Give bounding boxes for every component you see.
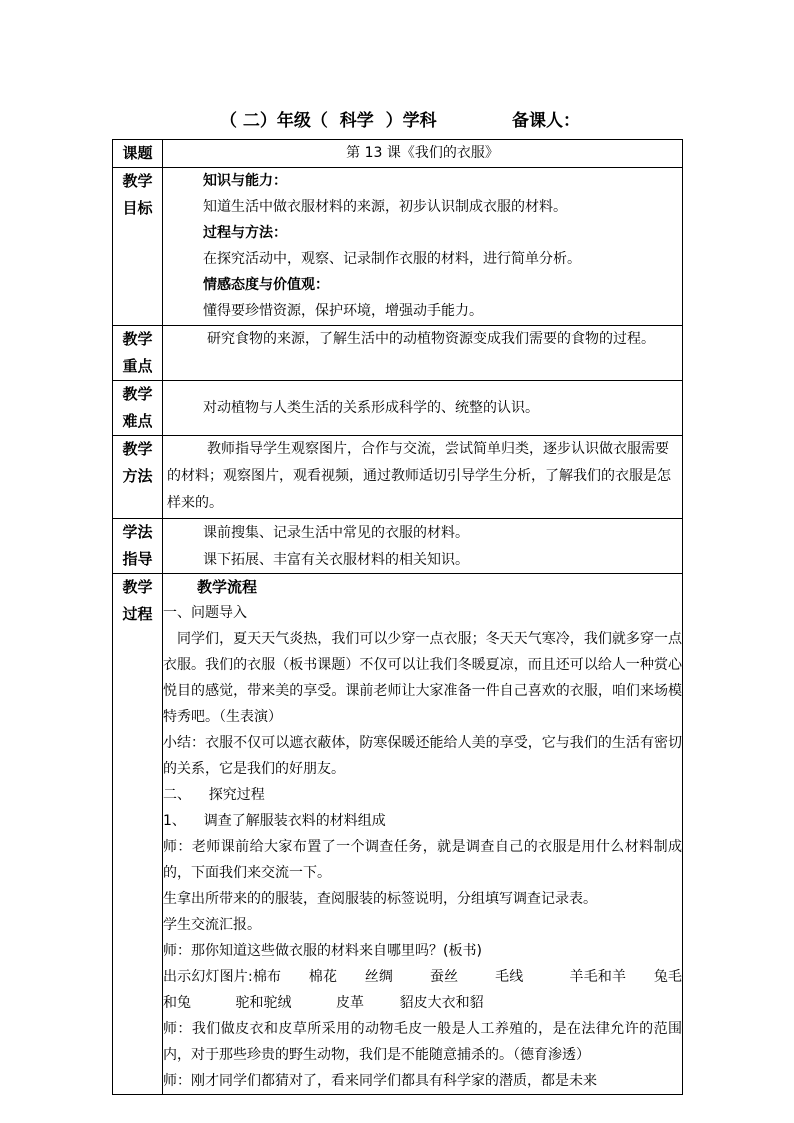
row-objectives bbox=[113, 168, 683, 326]
course-title: 第 13 课《我们的衣服》 bbox=[163, 140, 683, 168]
process-paragraph-4: 生拿出所带来的的服装，查阅服装的标签说明，分组填写调查记录表。 bbox=[163, 891, 597, 907]
page-header bbox=[0, 106, 794, 132]
lesson-plan-table bbox=[112, 139, 683, 1095]
study-content bbox=[163, 519, 683, 574]
objective-text-process: 在探究活动中，观察、记录制作衣服的材料，进行简单分析。 bbox=[203, 251, 581, 267]
methods-content bbox=[163, 436, 683, 519]
label-key-points: 教学 重点 bbox=[113, 326, 163, 381]
process-paragraph-1: 同学们，夏天天气炎热，我们可以少穿一点衣服；冬天天气寒冷，我们就多穿一点衣服。我们的衣服（板书课题）不仅可以让我们冬暖夏凉，而且还可以给人一种赏心悦目的感觉，带来美的享受。课前老师让大家准备一件自己喜欢的衣服，咱们来场模特秀吧。（生表演） bbox=[163, 631, 682, 725]
process-paragraph-8: 师：我们做皮衣和皮草所采用的动物毛皮一般是人工养殖的，是在法律允许的范围内，对于那些珍贵的野生动物，我们是不能随意捕杀的。（德育渗透） bbox=[163, 1021, 682, 1063]
section-intro: 一、问题导入 bbox=[163, 605, 247, 621]
objective-heading-knowledge: 知识与能力： bbox=[203, 173, 287, 189]
row-process bbox=[113, 574, 683, 1095]
difficulties-text: 对动植物与人类生活的关系形成科学的、统整的认识。 bbox=[203, 400, 539, 416]
key-points-content bbox=[163, 326, 683, 381]
label-difficulties: 教学 难点 bbox=[113, 381, 163, 436]
key-points-text: 研究食物的来源，了解生活中的动植物资源变成我们需要的食物的过程。 bbox=[207, 331, 655, 347]
difficulties-content bbox=[163, 381, 683, 436]
preparer: 备课人： bbox=[512, 111, 580, 131]
process-summary: 小结：衣服不仅可以遮衣蔽体，防寒保暖还能给人美的享受，它与我们的生活有密切的关系，它是我们的好朋友。 bbox=[163, 735, 682, 777]
row-key-points bbox=[113, 326, 683, 381]
label-course: 课题 bbox=[113, 140, 163, 168]
process-paragraph-5: 学生交流汇报。 bbox=[163, 917, 261, 933]
process-paragraph-3: 师：老师课前给大家布置了一个调查任务，就是调查自己的衣服是用什么材料制成的，下面我们来交流一下。 bbox=[163, 839, 682, 881]
row-difficulties bbox=[113, 381, 683, 436]
label-study: 学法 指导 bbox=[113, 519, 163, 574]
label-methods: 教学 方法 bbox=[113, 436, 163, 519]
row-study bbox=[113, 519, 683, 574]
objectives-content bbox=[163, 168, 683, 326]
row-course bbox=[113, 140, 683, 168]
label-objectives: 教学 目标 bbox=[113, 168, 163, 326]
objective-heading-attitude: 情感态度与价值观： bbox=[203, 277, 329, 293]
process-heading: 教学流程 bbox=[197, 578, 258, 596]
methods-text: 教师指导学生观察图片，合作与交流，尝试简单归类，逐步认识做衣服需要的材料；观察图片，观看视频，通过教师适切引导学生分析，了解我们的衣服是怎样来的。 bbox=[167, 441, 671, 511]
study-text-2: 课下拓展、丰富有关衣服材料的相关知识。 bbox=[203, 552, 469, 568]
grade-subject: （ 二）年级（ 科学 ）学科 bbox=[220, 111, 437, 131]
row-methods bbox=[113, 436, 683, 519]
objective-heading-process: 过程与方法： bbox=[203, 225, 287, 241]
section-explore: 二、 探究过程 bbox=[163, 787, 265, 803]
study-text-1: 课前搜集、记录生活中常见的衣服的材料。 bbox=[203, 525, 469, 541]
subsection-survey: 1、 调查了解服装衣料的材料组成 bbox=[163, 813, 386, 829]
process-content bbox=[163, 574, 683, 1095]
process-paragraph-9: 师：刚才同学们都猜对了，看来同学们都具有科学家的潜质，都是未来 bbox=[163, 1073, 597, 1089]
label-process: 教学 过程 bbox=[113, 574, 163, 1095]
process-paragraph-7: 出示幻灯图片:棉布 棉花 丝绸 蚕丝 毛线 羊毛和羊 兔毛和兔 驼和驼绒 皮革 貂皮大衣和貂 bbox=[163, 969, 682, 1011]
objective-text-attitude: 懂得要珍惜资源，保护环境，增强动手能力。 bbox=[203, 303, 483, 319]
objective-text-knowledge: 知道生活中做衣服材料的来源，初步认识制成衣服的材料。 bbox=[203, 199, 567, 215]
process-paragraph-6: 师：那你知道这些做衣服的材料来自哪里吗？(板书) bbox=[163, 943, 482, 959]
